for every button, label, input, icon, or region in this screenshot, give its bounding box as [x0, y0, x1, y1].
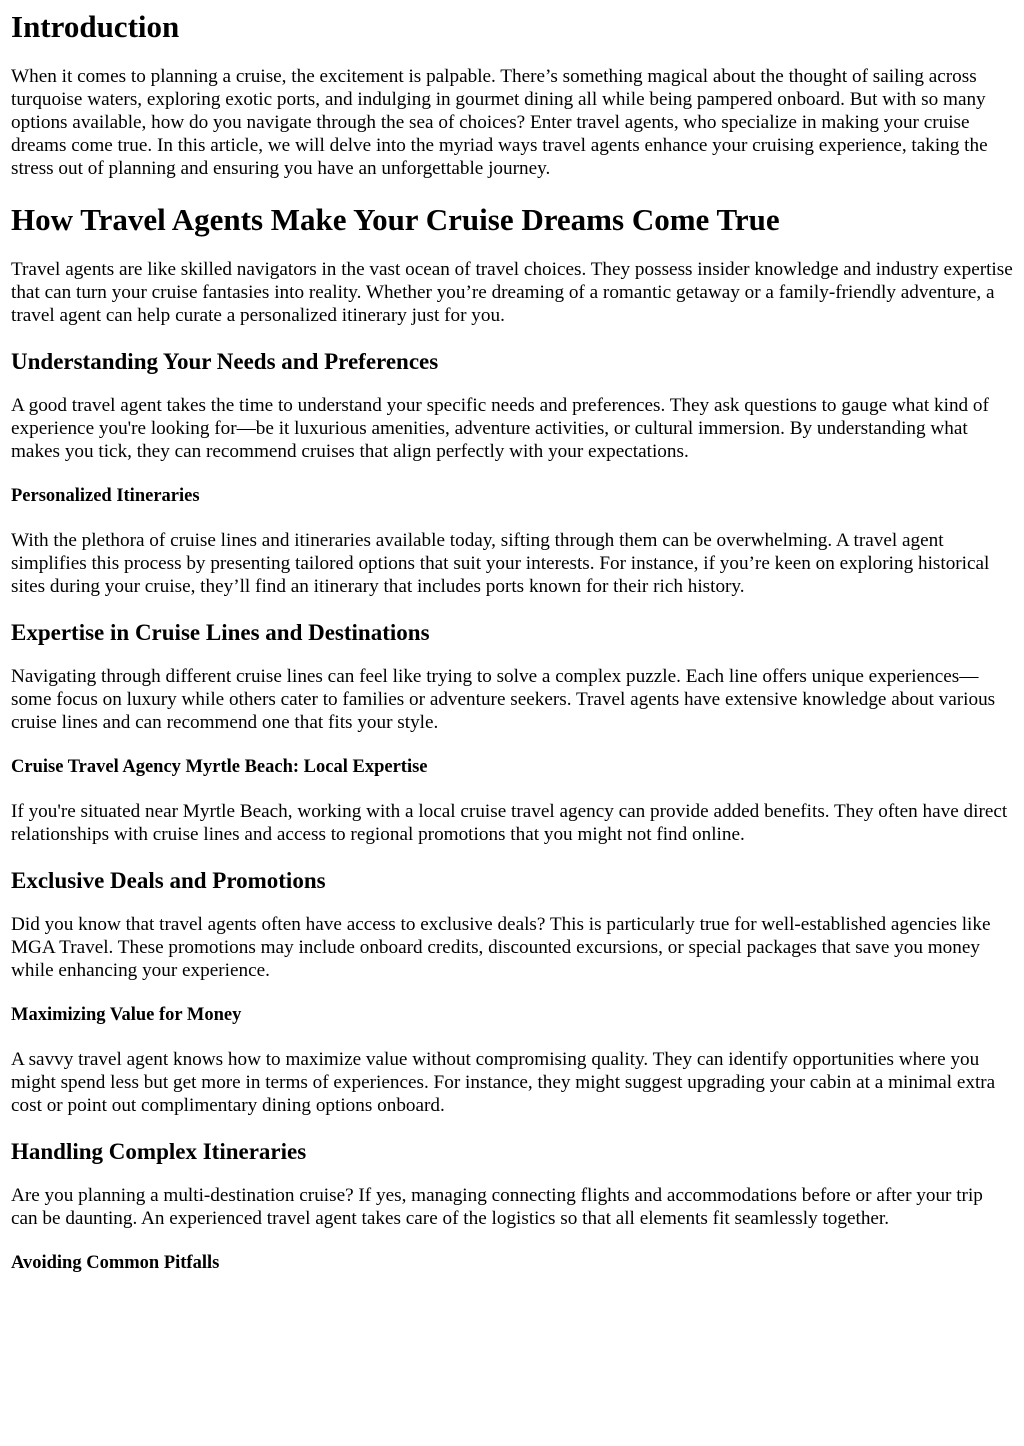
complex-itineraries-paragraph: Are you planning a multi-destination cruise? If yes, managing connecting flights and accommodations before or after your trip can be daunting. An experienced travel agent takes care of the logistics so that all elements fit seamlessly together.	[11, 1185, 983, 1229]
deals-paragraph: Did you know that travel agents often have access to exclusive deals? This is particularly true for well-established agencies like MGA Travel. These promotions may include onboard credits, discounted excursions, or special packages that save you money while enhancing your experience.	[11, 914, 991, 981]
pitfalls-heading: Avoiding Common Pitfalls	[11, 1253, 220, 1273]
complex-itineraries-heading: Handling Complex Itineraries	[11, 1139, 307, 1164]
needs-paragraph: A good travel agent takes the time to understand your specific needs and preferences. They ask questions to gauge what kind of experience you're looking for—be it luxurious amenities, adventure activities, or cultural immersion. By understanding what makes you tick, they can recommend cruises that align perfectly with your expectations.	[11, 395, 989, 462]
deals-heading: Exclusive Deals and Promotions	[11, 868, 326, 893]
itineraries-heading: Personalized Itineraries	[11, 486, 200, 506]
article-page	[0, 9, 1024, 1446]
expertise-heading: Expertise in Cruise Lines and Destinations	[11, 620, 430, 645]
needs-heading: Understanding Your Needs and Preferences	[11, 349, 439, 374]
value-paragraph: A savvy travel agent knows how to maximize value without compromising quality. They can identify opportunities where you might spend less but get more in terms of experiences. For instance, they might suggest upgrading your cabin at a minimal extra cost or point out complimentary dining options onboard.	[11, 1049, 996, 1116]
expertise-paragraph: Navigating through different cruise lines can feel like trying to solve a complex puzzle. Each line offers unique experiences—some focus on luxury while others cater to families or adventure seekers. Travel agents have extensive knowledge about various cruise lines and can recommend one that fits your style.	[11, 666, 996, 733]
main-heading: How Travel Agents Make Your Cruise Dreams Come True	[11, 202, 780, 237]
intro-heading: Introduction	[11, 9, 180, 44]
myrtle-beach-heading: Cruise Travel Agency Myrtle Beach: Local Expertise	[11, 757, 428, 777]
itineraries-paragraph: With the plethora of cruise lines and itineraries available today, sifting through them can be overwhelming. A travel agent simplifies this process by presenting tailored options that suit your interests. For instance, if you’re keen on exploring historical sites during your cruise, they’ll find an itinerary that includes ports known for their rich history.	[11, 530, 990, 597]
myrtle-beach-paragraph: If you're situated near Myrtle Beach, working with a local cruise travel agency can provide added benefits. They often have direct relationships with cruise lines and access to regional promotions that you might not find online.	[11, 801, 1008, 845]
intro-paragraph: When it comes to planning a cruise, the excitement is palpable. There’s something magical about the thought of sailing across turquoise waters, exploring exotic ports, and indulging in gourmet dining all while being pampered onboard. But with so many options available, how do you navigate through the sea of choices? Enter travel agents, who specialize in making your cruise dreams come true. In this article, we will delve into the myriad ways travel agents enhance your cruising experience, taking the stress out of planning and ensuring you have an unforgettable journey.	[11, 66, 988, 179]
value-heading: Maximizing Value for Money	[11, 1005, 242, 1025]
main-paragraph: Travel agents are like skilled navigators in the vast ocean of travel choices. They possess insider knowledge and industry expertise that can turn your cruise fantasies into reality. Whether you’re dreaming of a romantic getaway or a family-friendly adventure, a travel agent can help curate a personalized itinerary just for you.	[11, 259, 1013, 326]
